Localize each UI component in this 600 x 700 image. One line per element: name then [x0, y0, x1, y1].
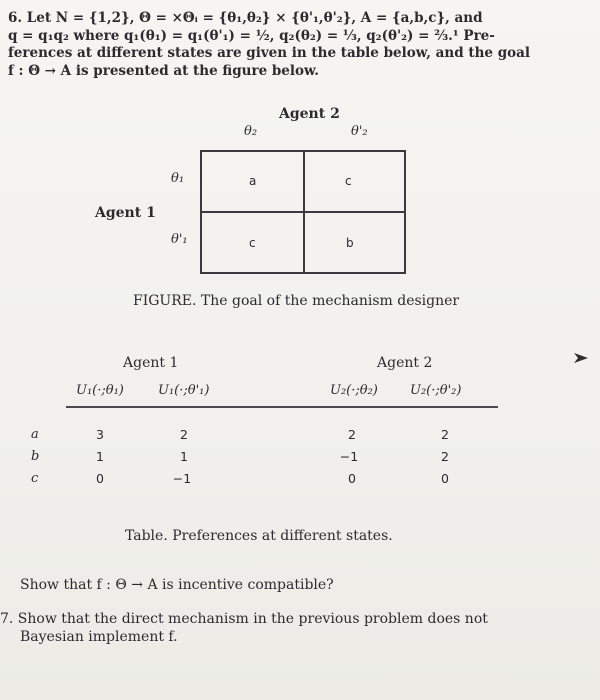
table-row-label-a: a — [31, 427, 39, 442]
table-cell-c-4: 0 — [441, 471, 449, 486]
table-row-label-c: c — [31, 471, 39, 486]
table-cell-a-1: 3 — [96, 427, 104, 442]
problem-line-4: f : Θ → A is presented at the figure below. — [8, 62, 319, 79]
table-header-u2-theta2: U₂(·;θ₂) — [330, 383, 378, 398]
goal-matrix — [200, 150, 406, 274]
table-caption: Table. Preferences at different states. — [125, 528, 393, 544]
table-agent2-label: Agent 2 — [377, 355, 433, 371]
matrix-cell-1-1: a — [249, 174, 257, 188]
question-incentive-compatible: Show that f : Θ → A is incentive compatible? — [20, 577, 334, 593]
figure-row-header-theta1: θ₁ — [171, 171, 185, 186]
figure-agent2-label: Agent 2 — [279, 106, 340, 122]
table-header-u2-theta2-prime: U₂(·;θ'₂) — [410, 383, 462, 398]
problem-line-3: ferences at different states are given in the table below, and the goal — [8, 45, 531, 61]
table-cell-b-4: 2 — [441, 449, 449, 464]
matrix-cell-2-1: c — [249, 236, 256, 250]
table-cell-c-2: −1 — [172, 471, 192, 486]
matrix-divider-horizontal — [202, 211, 404, 213]
table-cell-c-1: 0 — [96, 471, 104, 486]
table-cell-a-3: 2 — [348, 427, 356, 442]
table-cell-a-2: 2 — [180, 427, 188, 442]
table-row-label-b: b — [31, 449, 40, 464]
table-cell-a-4: 2 — [441, 427, 449, 442]
figure-col-header-theta2: θ₂ — [244, 124, 258, 139]
table-agent1-label: Agent 1 — [123, 355, 179, 371]
figure-col-header-theta2-prime: θ'₂ — [351, 124, 368, 139]
matrix-cell-1-2: c — [345, 174, 352, 188]
table-header-u1-theta1-prime: U₁(·;θ'₁) — [158, 383, 210, 398]
table-header-u1-theta1: U₁(·;θ₁) — [76, 383, 124, 398]
table-cell-b-3: −1 — [339, 449, 359, 464]
figure-row-header-theta1-prime: θ'₁ — [171, 232, 188, 247]
figure-caption: FIGURE. The goal of the mechanism designer — [133, 293, 460, 309]
matrix-cell-2-2: b — [346, 236, 354, 250]
table-cell-b-2: 1 — [180, 449, 188, 464]
problem-line-2: q = q₁q₂ where q₁(θ₁) = q₁(θ'₁) = ½, q₂(θ₂) = ⅓, q₂(θ'₂) = ⅔.¹ Pre- — [8, 27, 495, 44]
problem-line-1: 6. Let N = {1,2}, Θ = ×Θᵢ = {θ₁,θ₂} × {θ'₁,θ'₂}, A = {a,b,c}, and — [8, 10, 483, 26]
table-cell-b-1: 1 — [96, 449, 104, 464]
problem-statement — [8, 10, 531, 80]
cursor-arrow-icon — [573, 349, 589, 368]
question-7-line-1: 7. Show that the direct mechanism in the previous problem does not — [0, 611, 488, 627]
figure-agent1-label: Agent 1 — [95, 205, 156, 221]
question-7-line-2: Bayesian implement f. — [20, 629, 178, 645]
table-header-rule — [66, 406, 498, 408]
table-cell-c-3: 0 — [348, 471, 356, 486]
